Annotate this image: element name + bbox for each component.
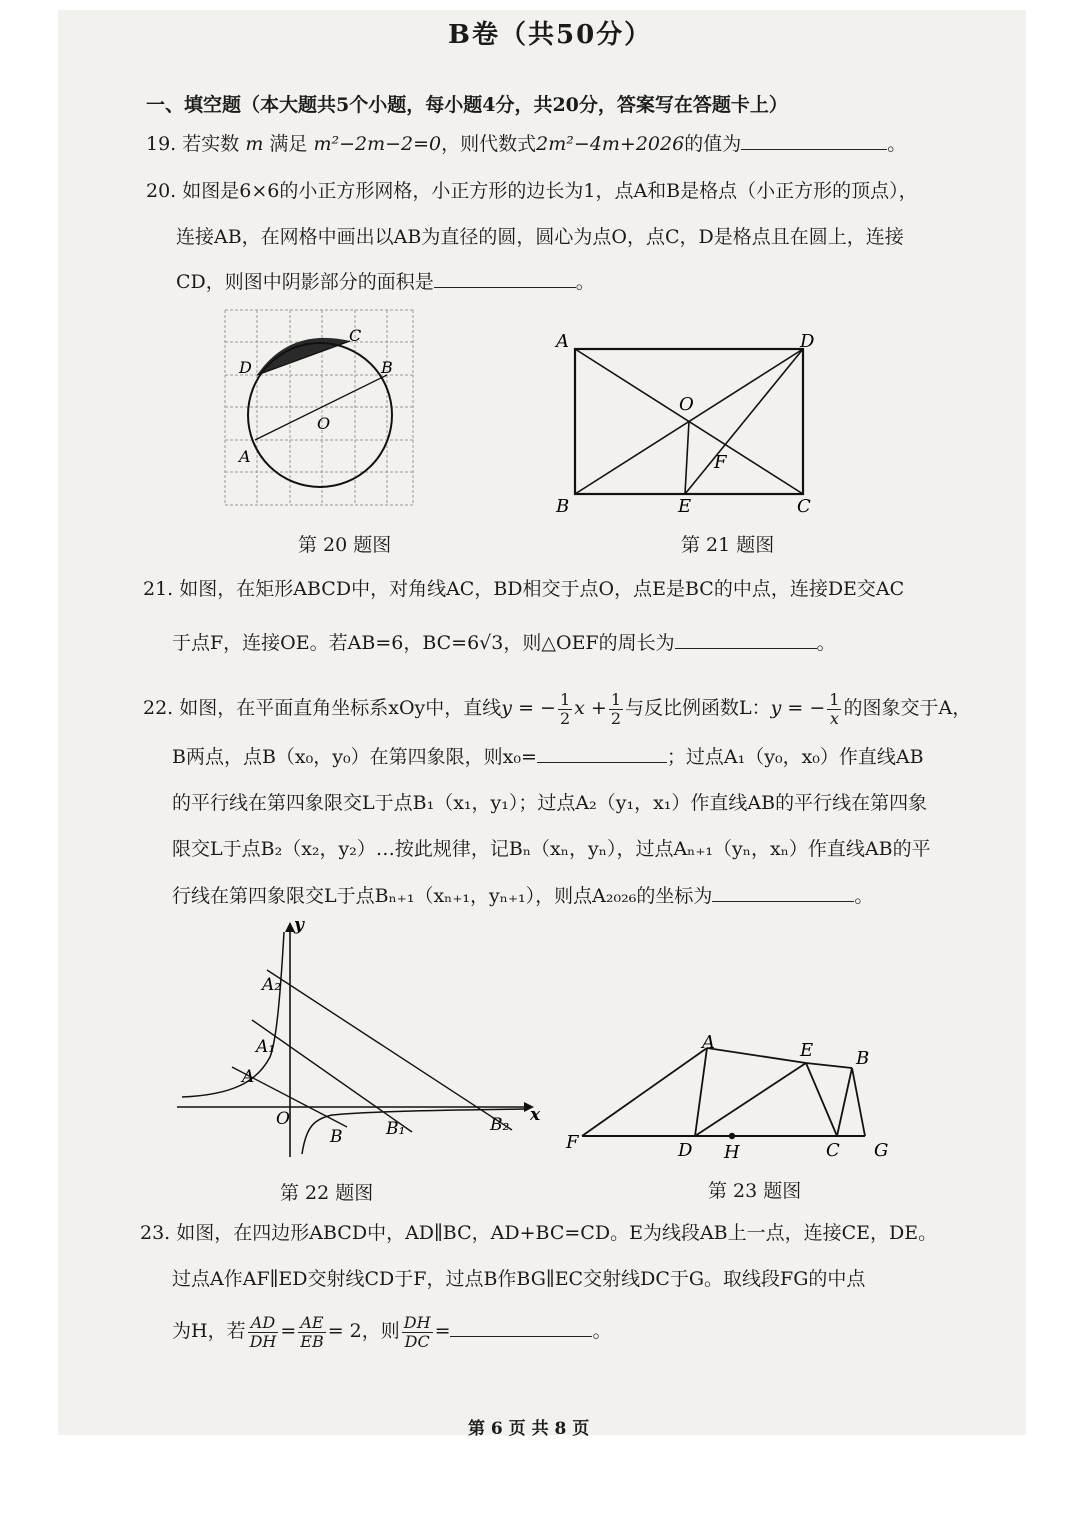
q22-func-y: y = − (770, 697, 826, 719)
q23-text-a: 为H，若 (172, 1320, 246, 1342)
fig20-label-c: C (349, 326, 362, 345)
fig20-label-b: B (381, 358, 393, 377)
q21-line1: 如图，在矩形ABCD中，对角线AC，BD相交于点O，点E是BC的中点，连接DE交AC (179, 578, 905, 600)
q21-line2: 于点F，连接OE。若AB=6，BC=6√3，则△OEF的周长为 (172, 632, 675, 654)
q22-text-a: 如图，在平面直角坐标系xOy中，直线 (179, 697, 502, 719)
question-20-line3 (176, 271, 595, 293)
q23-eq3: = (434, 1320, 451, 1342)
fig22-label-b1: B₁ (386, 1119, 406, 1139)
q19-var-m: m (245, 133, 264, 155)
q23-eq2: = 2，则 (327, 1320, 400, 1342)
fig22-hyperbola-branch-2 (182, 932, 284, 1097)
fig23-segment-ab (707, 1048, 852, 1068)
q19-equation: m²−2m−2=0 (313, 133, 442, 155)
q22-answer-blank-2[interactable] (712, 885, 854, 902)
q20-line1: 如图是6×6的小正方形网格，小正方形的边长为1，点A和B是格点（小正方形的顶点）， (182, 180, 918, 202)
q23-frac-dh-dc: $\frac{DH}{DC}$ (403, 1312, 431, 1351)
question-20-line1 (146, 180, 918, 202)
fig20-caption: 第 20 题图 (298, 534, 392, 556)
question-23-line3 (172, 1305, 612, 1357)
q22-text-b: 与反比例函数L： (625, 697, 771, 719)
fig22-caption: 第 22 题图 (280, 1182, 374, 1204)
fig21-label-a: A (556, 331, 569, 352)
q22-text-l2b: ；过点A₁（y₀，x₀）作直线AB (666, 746, 924, 768)
q23-line2: 过点A作AF∥ED交射线CD于F，过点B作BG∥EC交射线DC于G。取线段FG的中点 (172, 1268, 866, 1290)
fig22-label-b: B (330, 1127, 343, 1147)
q22-frac-2: $\frac{1}{2}$ (610, 689, 622, 728)
q22-text-l2a: B两点，点B（x₀，y₀）在第四象限，则x₀= (172, 746, 537, 768)
fig23-label-h: H (724, 1142, 740, 1163)
fig23-segment-ad (695, 1048, 707, 1136)
fig23-caption: 第 23 题图 (708, 1180, 802, 1202)
question-23-line1 (140, 1222, 937, 1244)
q21-end: 。 (816, 632, 836, 654)
fig21-label-c: C (797, 496, 811, 517)
q22-frac-3: $\frac{1}{x}$ (829, 689, 840, 728)
fig22-label-a: A (242, 1067, 255, 1087)
fig23-label-d: D (678, 1140, 693, 1161)
fig23-point-h (729, 1133, 735, 1139)
fig22-line-a2b2 (267, 970, 512, 1130)
q22-end: 。 (854, 885, 874, 907)
q22-line3: 的平行线在第四象限交L于点B₁（x₁，y₁）；过点A₂（y₁，x₁）作直线AB的平行线在第四象 (172, 792, 928, 814)
q19-text-d: 的值为 (684, 133, 742, 155)
q23-eq1: = (280, 1320, 297, 1342)
q19-end: 。 (887, 133, 907, 155)
fig23-label-a: A (702, 1032, 715, 1053)
fig22-label-a1: A₁ (256, 1037, 276, 1057)
q19-number: 19. (146, 133, 177, 155)
fig22-label-a2: A₂ (262, 975, 282, 995)
q19-text-a: 若实数 (182, 133, 240, 155)
q22-line-y: y = − (501, 697, 556, 719)
q23-answer-blank[interactable] (450, 1320, 592, 1337)
fig23-segment-af (582, 1048, 707, 1136)
q22-frac-1: $\frac{1}{2}$ (559, 689, 571, 728)
q22-text-c: 的图象交于A， (843, 697, 972, 719)
question-21-line1 (143, 578, 904, 600)
q20-number: 20. (146, 180, 177, 202)
question-21-line2 (172, 632, 836, 654)
fig21-label-b: B (556, 496, 570, 517)
figure-22 (172, 912, 552, 1174)
figure-21 (548, 322, 828, 522)
fig22-label-x: x (530, 1105, 541, 1125)
fig23-segment-ed (695, 1063, 806, 1136)
q20-line3: CD，则图中阴影部分的面积是 (176, 271, 434, 293)
fig23-label-g: G (874, 1140, 889, 1161)
question-22-line5 (172, 885, 873, 907)
page-title: B卷（共50分） (448, 20, 653, 50)
q20-answer-blank[interactable] (434, 271, 576, 288)
fig23-label-b: B (856, 1048, 870, 1069)
fig21-segment-de (685, 349, 803, 494)
q19-text-c: ，则代数式 (441, 133, 537, 155)
fig21-label-f: F (714, 452, 727, 473)
fig21-label-o: O (679, 394, 694, 415)
question-22-line1 (143, 680, 971, 736)
q23-frac-ae-eb: $\frac{AE}{EB}$ (300, 1312, 324, 1351)
fig23-segment-bc (837, 1068, 852, 1136)
fig23-label-c: C (826, 1140, 840, 1161)
fig21-caption: 第 21 题图 (681, 534, 775, 556)
q19-text-b: 满足 (269, 133, 308, 155)
q23-line1: 如图，在四边形ABCD中，AD∥BC，AD+BC=CD。E为线段AB上一点，连接CE，DE。 (176, 1222, 938, 1244)
q22-line4: 限交L于点B₂（x₂，y₂）…按此规律，记Bₙ（xₙ，yₙ），过点Aₙ₊₁（yₙ，xₙ）作直线AB的平 (172, 838, 931, 860)
q23-number: 23. (140, 1222, 171, 1244)
q22-line-x: x + (574, 697, 607, 719)
fig23-segment-ec (806, 1063, 837, 1136)
q20-end: 。 (575, 271, 595, 293)
q20-line2: 连接AB，在网格中画出以AB为直径的圆，圆心为点O，点C，D是格点且在圆上，连接 (176, 226, 904, 248)
q23-frac-ad-dh: $\frac{AD}{DH}$ (249, 1312, 277, 1351)
fig23-label-f: F (566, 1132, 579, 1153)
q23-end: 。 (592, 1320, 612, 1342)
fig23-label-e: E (800, 1040, 814, 1061)
fig21-label-e: E (678, 496, 692, 517)
fig23-segment-bg (852, 1068, 865, 1136)
fig20-label-d: D (239, 358, 252, 377)
q21-answer-blank[interactable] (675, 632, 817, 649)
fig20-label-a: A (239, 447, 251, 466)
fig22-label-b2: B₂ (490, 1115, 510, 1135)
fig22-label-o: O (276, 1109, 290, 1129)
q19-answer-blank[interactable] (741, 133, 887, 150)
fig21-label-d: D (800, 331, 815, 352)
fig22-label-y: y (294, 915, 304, 935)
question-22-line2 (172, 746, 924, 768)
figure-23 (560, 1028, 900, 1168)
q22-line5: 行线在第四象限交L于点Bₙ₊₁（xₙ₊₁，yₙ₊₁），则点A₂₀₂₆的坐标为 (172, 885, 713, 907)
q22-number: 22. (143, 697, 174, 719)
fig21-segment-oe (685, 421, 689, 494)
q22-answer-blank-1[interactable] (537, 746, 667, 763)
figure-20 (215, 305, 425, 515)
q21-number: 21. (143, 578, 174, 600)
page-footer: 第 6 页 共 8 页 (468, 1419, 590, 1439)
section-heading: 一、填空题（本大题共5个小题，每小题4分，共20分，答案写在答题卡上） (146, 94, 788, 116)
question-19 (146, 133, 906, 155)
q19-expression: 2m²−4m+2026 (536, 133, 685, 155)
fig20-label-o: O (317, 414, 331, 433)
